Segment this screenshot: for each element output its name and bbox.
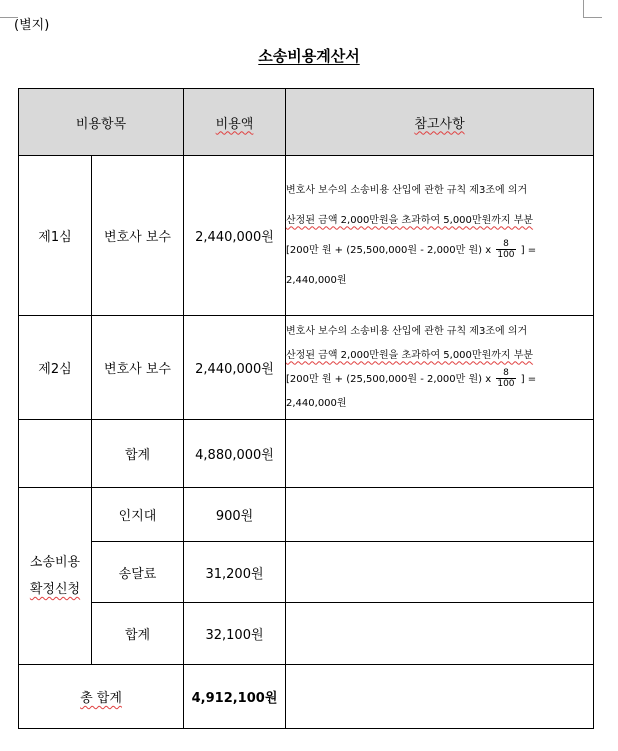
stage-second: 제2심 [19, 316, 92, 420]
header-note: 참고사항 [286, 89, 594, 156]
grand-total-note-empty [286, 665, 594, 729]
note-second-result: 2,440,000원 [286, 397, 347, 409]
header-amount: 비용액 [184, 89, 286, 156]
table-row-confirm-total [19, 603, 594, 665]
document-title: 소송비용계산서 [258, 47, 360, 65]
stamp-fee-amount: 900원 [184, 488, 286, 542]
note-second-line1: 변호사 보수의 소송비용 산입에 관한 규칙 제3조에 의거 [286, 325, 528, 337]
table-row-subtotal [19, 420, 594, 488]
table-row-delivery-fee [19, 542, 594, 603]
stamp-fee-label: 인지대 [92, 488, 184, 542]
subtotal-label: 합계 [92, 420, 184, 488]
note-second-formula: [200만 원 + (25,500,000원 - 2,000만 원) x $\frac{8}{100}$ ] = [286, 368, 537, 389]
table-row-grand-total [19, 665, 594, 729]
table-row-first-instance [19, 156, 594, 316]
amount-first: 2,440,000원 [184, 156, 286, 316]
note-first-result: 2,440,000원 [286, 274, 347, 286]
confirm-total-note-empty [286, 603, 594, 665]
confirm-group-label: 소송비용 확정신청 [19, 488, 92, 665]
note-first [286, 156, 594, 316]
confirm-total-label: 합계 [92, 603, 184, 665]
cost-table [18, 88, 594, 729]
note-second-line2: 산정된 금액 2,000만원을 초과하여 5,000만원까지 부분 [286, 349, 534, 361]
delivery-fee-note-empty [286, 542, 594, 603]
page-label: (별지) [14, 18, 50, 33]
grand-total-label: 총 합계 [19, 665, 184, 729]
confirm-total-amount: 32,100원 [184, 603, 286, 665]
amount-second: 2,440,000원 [184, 316, 286, 420]
item-first: 변호사 보수 [92, 156, 184, 316]
subtotal-amount: 4,880,000원 [184, 420, 286, 488]
header-row [19, 89, 594, 156]
subtotal-note-empty [286, 420, 594, 488]
delivery-fee-label: 송달료 [92, 542, 184, 603]
note-first-formula: [200만 원 + (25,500,000원 - 2,000만 원) x $\frac{8}{100}$ ] = [286, 239, 537, 260]
subtotal-stage-empty [19, 420, 92, 488]
note-first-line2: 산정된 금액 2,000만원을 초과하여 5,000만원까지 부분 [286, 214, 534, 226]
item-second: 변호사 보수 [92, 316, 184, 420]
grand-total-amount: 4,912,100원 [184, 665, 286, 729]
page-corner-mark-right [583, 0, 602, 18]
delivery-fee-amount: 31,200원 [184, 542, 286, 603]
header-item: 비용항목 [19, 89, 184, 156]
table-row-stamp-fee [19, 488, 594, 542]
fraction-first: $\frac{8}{100}$ [497, 239, 515, 260]
stamp-fee-note-empty [286, 488, 594, 542]
note-second [286, 316, 594, 420]
note-first-line1: 변호사 보수의 소송비용 산입에 관한 규칙 제3조에 의거 [286, 184, 528, 196]
table-row-second-instance [19, 316, 594, 420]
stage-first: 제1심 [19, 156, 92, 316]
fraction-second: $\frac{8}{100}$ [497, 368, 515, 389]
